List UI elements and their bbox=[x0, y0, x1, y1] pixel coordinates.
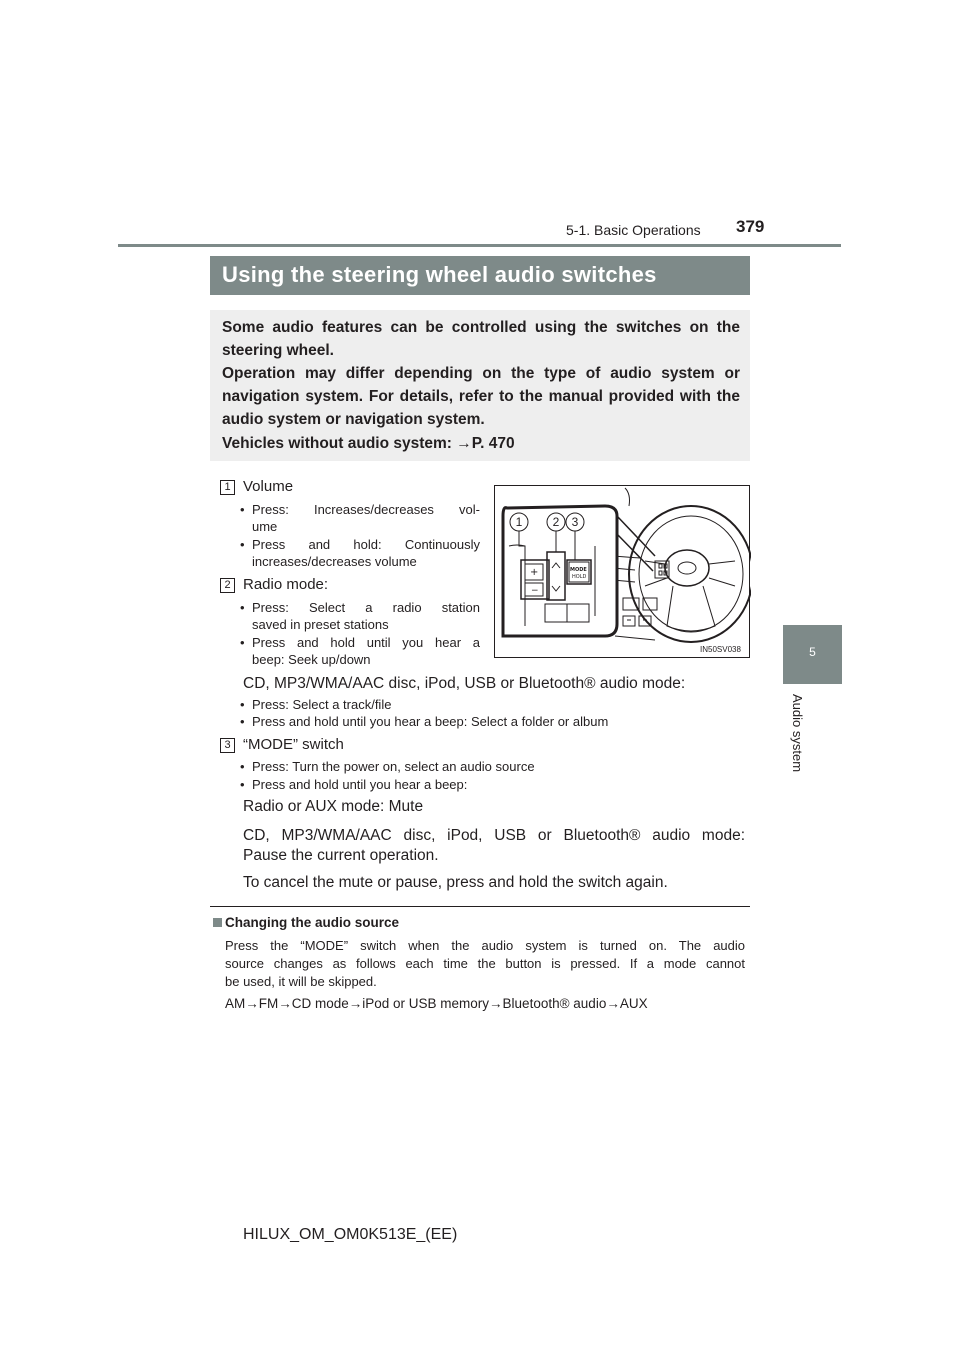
callout-1: 1 bbox=[515, 515, 523, 529]
note-square-icon bbox=[213, 918, 222, 927]
bullet-text: increases/decreases volume bbox=[252, 554, 417, 569]
chapter-label bbox=[789, 694, 809, 786]
bullet-text: Press and hold until you hear a beep: bbox=[252, 777, 468, 792]
bullet-text: ume bbox=[252, 519, 278, 534]
section-divider bbox=[210, 906, 750, 907]
mode-line: To cancel the mute or pause, press and hold the switch again. bbox=[243, 874, 668, 891]
item-number-2: 2 bbox=[220, 578, 235, 593]
intro-line-2: Operation may differ depending on the type of audio system or navigation system. For details, refer to the manual provided with the audio system or navigation system. bbox=[222, 365, 740, 428]
minus-icon: − bbox=[531, 586, 539, 596]
bullet-text: Press and hold until you hear a beep: Select a folder or album bbox=[252, 714, 609, 729]
page-heading: Using the steering wheel audio switches bbox=[222, 262, 657, 287]
bullet-dot: • bbox=[240, 600, 245, 615]
bullet-text: Press and hold: Continuously bbox=[252, 537, 480, 552]
bullet-dot: • bbox=[240, 777, 245, 792]
bullet-text: Press: Select a radio station bbox=[252, 600, 480, 615]
mode-line: CD, MP3/WMA/AAC disc, iPod, USB or Bluetooth® audio mode: bbox=[243, 827, 745, 844]
hold-button-label: HOLD bbox=[572, 574, 587, 580]
note-body-line: Press the “MODE” switch when the audio system is turned on. The audio bbox=[225, 938, 745, 953]
item-number-3: 3 bbox=[220, 738, 235, 753]
intro-line-3: Vehicles without audio system: →P. 470 bbox=[222, 435, 515, 452]
bullet-dot: • bbox=[240, 502, 245, 517]
bullet-text: Press: Turn the power on, select an audio source bbox=[252, 759, 535, 774]
chapter-label-text: Audio system bbox=[790, 694, 805, 773]
steering-wheel-illustration bbox=[494, 485, 750, 658]
bullet-text: Press and hold until you hear a bbox=[252, 635, 480, 650]
bullet-dot: • bbox=[240, 635, 245, 650]
note-body-line: source changes as follows each time the button is pressed. If a mode cannot bbox=[225, 956, 745, 971]
header-rule bbox=[118, 244, 841, 247]
mode-line: Pause the current operation. bbox=[243, 847, 439, 864]
item-heading-volume: Volume bbox=[243, 478, 294, 495]
callout-2: 2 bbox=[552, 515, 560, 529]
cd-mode-heading: CD, MP3/WMA/AAC disc, iPod, USB or Bluetooth® audio mode: bbox=[243, 675, 686, 692]
item-number-1: 1 bbox=[220, 480, 235, 495]
page-number: 379 bbox=[736, 217, 765, 236]
bullet-dot: • bbox=[240, 759, 245, 774]
callout-3: 3 bbox=[571, 515, 579, 529]
mode-button-label: MODE bbox=[570, 567, 587, 573]
steering-wheel-drawing bbox=[495, 486, 751, 659]
bullet-dot: • bbox=[240, 537, 245, 552]
note-heading: Changing the audio source bbox=[225, 915, 400, 930]
bullet-dot: • bbox=[240, 697, 245, 712]
bullet-text: beep: Seek up/down bbox=[252, 652, 371, 667]
bullet-text: saved in preset stations bbox=[252, 617, 389, 632]
bullet-text: Press: Select a track/file bbox=[252, 697, 392, 712]
footer-code: HILUX_OM_OM0K513E_(EE) bbox=[243, 1226, 458, 1243]
item-heading-radio: Radio mode: bbox=[243, 576, 329, 593]
bullet-text: Press: Increases/decreases vol- bbox=[252, 502, 480, 517]
mode-line: Radio or AUX mode: Mute bbox=[243, 798, 424, 815]
bullet-dot: • bbox=[240, 714, 245, 729]
item-heading-mode: “MODE” switch bbox=[243, 736, 344, 753]
figure-code: IN50SV038 bbox=[700, 645, 741, 654]
source-sequence: AM→FM→CD mode→iPod or USB memory→Bluetooth® audio→AUX bbox=[225, 996, 648, 1011]
intro-line-1: Some audio features can be controlled using the switches on the steering wheel. bbox=[222, 319, 740, 359]
note-body-line: be used, it will be skipped. bbox=[225, 974, 377, 989]
plus-icon: + bbox=[530, 567, 539, 578]
section-title: 5-1. Basic Operations bbox=[566, 222, 701, 238]
chapter-number: 5 bbox=[809, 645, 816, 659]
